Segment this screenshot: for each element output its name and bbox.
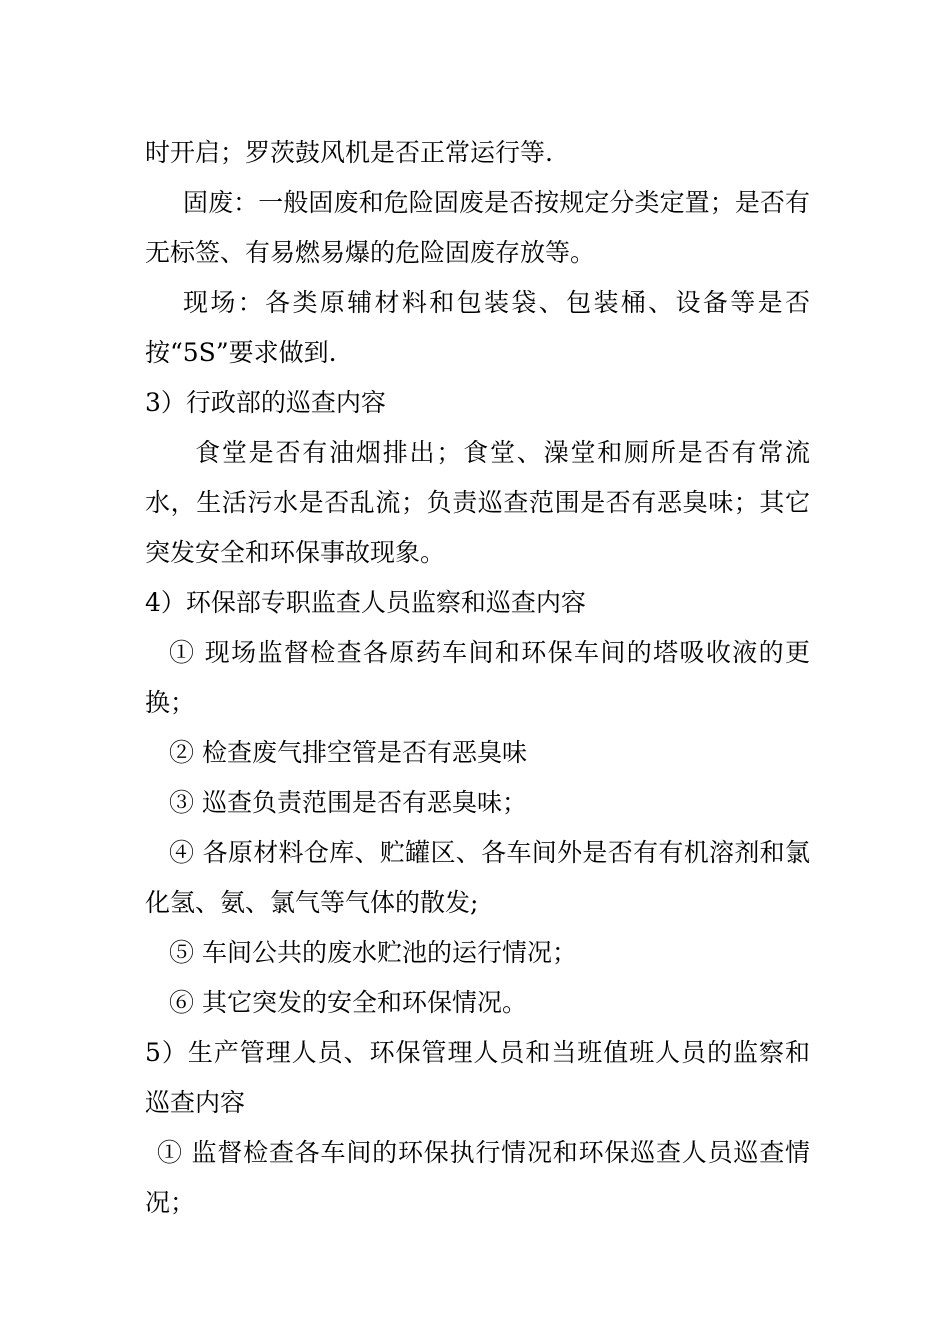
list-item-env-6: ⑥ 其它突发的安全和环保情况。 (169, 988, 527, 1017)
list-item-env-4: ④ 各原材料仓库、贮罐区、各车间外是否有有机溶剂和氯化氢、氨、氯气等气体的散发; (145, 838, 810, 917)
list-item-mgmt-1: ① 监督检查各车间的环保执行情况和环保巡查人员巡查情况； (145, 1138, 810, 1217)
paragraph-blower-check: 时开启；罗茨鼓风机是否正常运行等. (145, 138, 553, 167)
document-body (145, 128, 810, 1228)
heading-admin-inspection: 3）行政部的巡查内容 (145, 388, 386, 417)
heading-management-inspection: 5）生产管理人员、环保管理人员和当班值班人员的监察和巡查内容 (145, 1038, 810, 1117)
list-item-env-1: ① 现场监督检查各原药车间和环保车间的塔吸收液的更换； (145, 638, 810, 717)
heading-env-dept-inspection: 4）环保部专职监查人员监察和巡查内容 (145, 588, 586, 617)
list-item-env-5: ⑤ 车间公共的废水贮池的运行情况； (169, 938, 577, 967)
list-item-env-2: ② 检查废气排空管是否有恶臭味 (169, 738, 527, 767)
paragraph-canteen: 食堂是否有油烟排出；食堂、澡堂和厕所是否有常流水，生活污水是否乱流；负责巡查范围是否有恶臭味；其它突发安全和环保事故现象。 (145, 438, 810, 567)
paragraph-site-5s: 现场：各类原辅材料和包装袋、包装桶、设备等是否按“5S”要求做到. (145, 288, 810, 367)
paragraph-solid-waste: 固废：一般固废和危险固废是否按规定分类定置；是否有无标签、有易燃易爆的危险固废存放等。 (145, 188, 810, 267)
list-item-env-3: ③ 巡查负责范围是否有恶臭味； (169, 788, 527, 817)
